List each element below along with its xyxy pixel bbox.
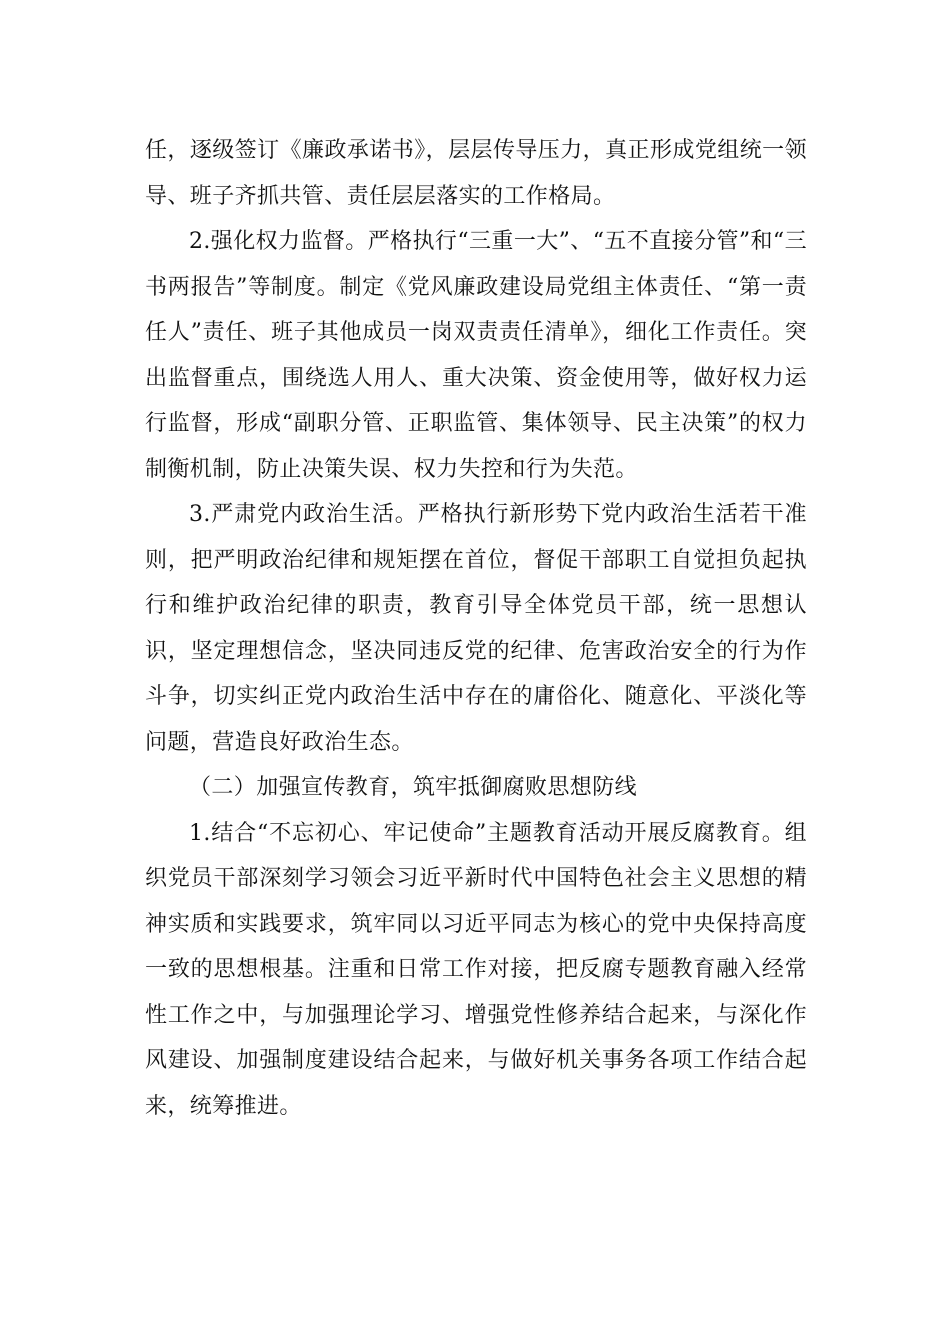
paragraph-continuation: 任，逐级签订《廉政承诺书》，层层传导压力，真正形成党组统一领导、班子齐抓共管、责任层层落实的工作格局。: [145, 138, 807, 209]
paragraph-political-life: 3.严肃党内政治生活。严格执行新形势下党内政治生活若干准则，把严明政治纪律和规矩摆在首位，督促干部职工自觉担负起执行和维护政治纪律的职责，教育引导全体党员干部，统一思想认识，坚定理想信念，坚决同违反党的纪律、危害政治安全的行为作斗争，切实纠正党内政治生活中存在的庸俗化、随意化、平淡化等问题，营造良好政治生态。: [145, 502, 807, 755]
paragraph-power-supervision: 2.强化权力监督。严格执行“三重一大”、“五不直接分管”和“三书两报告”等制度。制定《党风廉政建设局党组主体责任、“第一责任人”责任、班子其他成员一岗双责责任清单》，细化工作责任。突出监督重点，围绕选人用人、重大决策、资金使用等，做好权力运行监督，形成“副职分管、正职监管、集体领导、民主决策”的权力制衡机制，防止决策失误、权力失控和行为失范。: [145, 229, 807, 482]
section-heading-education: （二）加强宣传教育，筑牢抵御腐败思想防线: [189, 775, 638, 800]
paragraph-anti-corruption-education: 1.结合“不忘初心、牢记使命”主题教育活动开展反腐教育。组织党员干部深刻学习领会习近平新时代中国特色社会主义思想的精神实质和实践要求，筑牢同以习近平同志为核心的党中央保持高度一致的思想根基。注重和日常工作对接，把反腐专题教育融入经常性工作之中，与加强理论学习、增强党性修养结合起来，与深化作风建设、加强制度建设结合起来，与做好机关事务各项工作结合起来，统筹推进。: [145, 820, 807, 1119]
document-body: [145, 128, 807, 1129]
